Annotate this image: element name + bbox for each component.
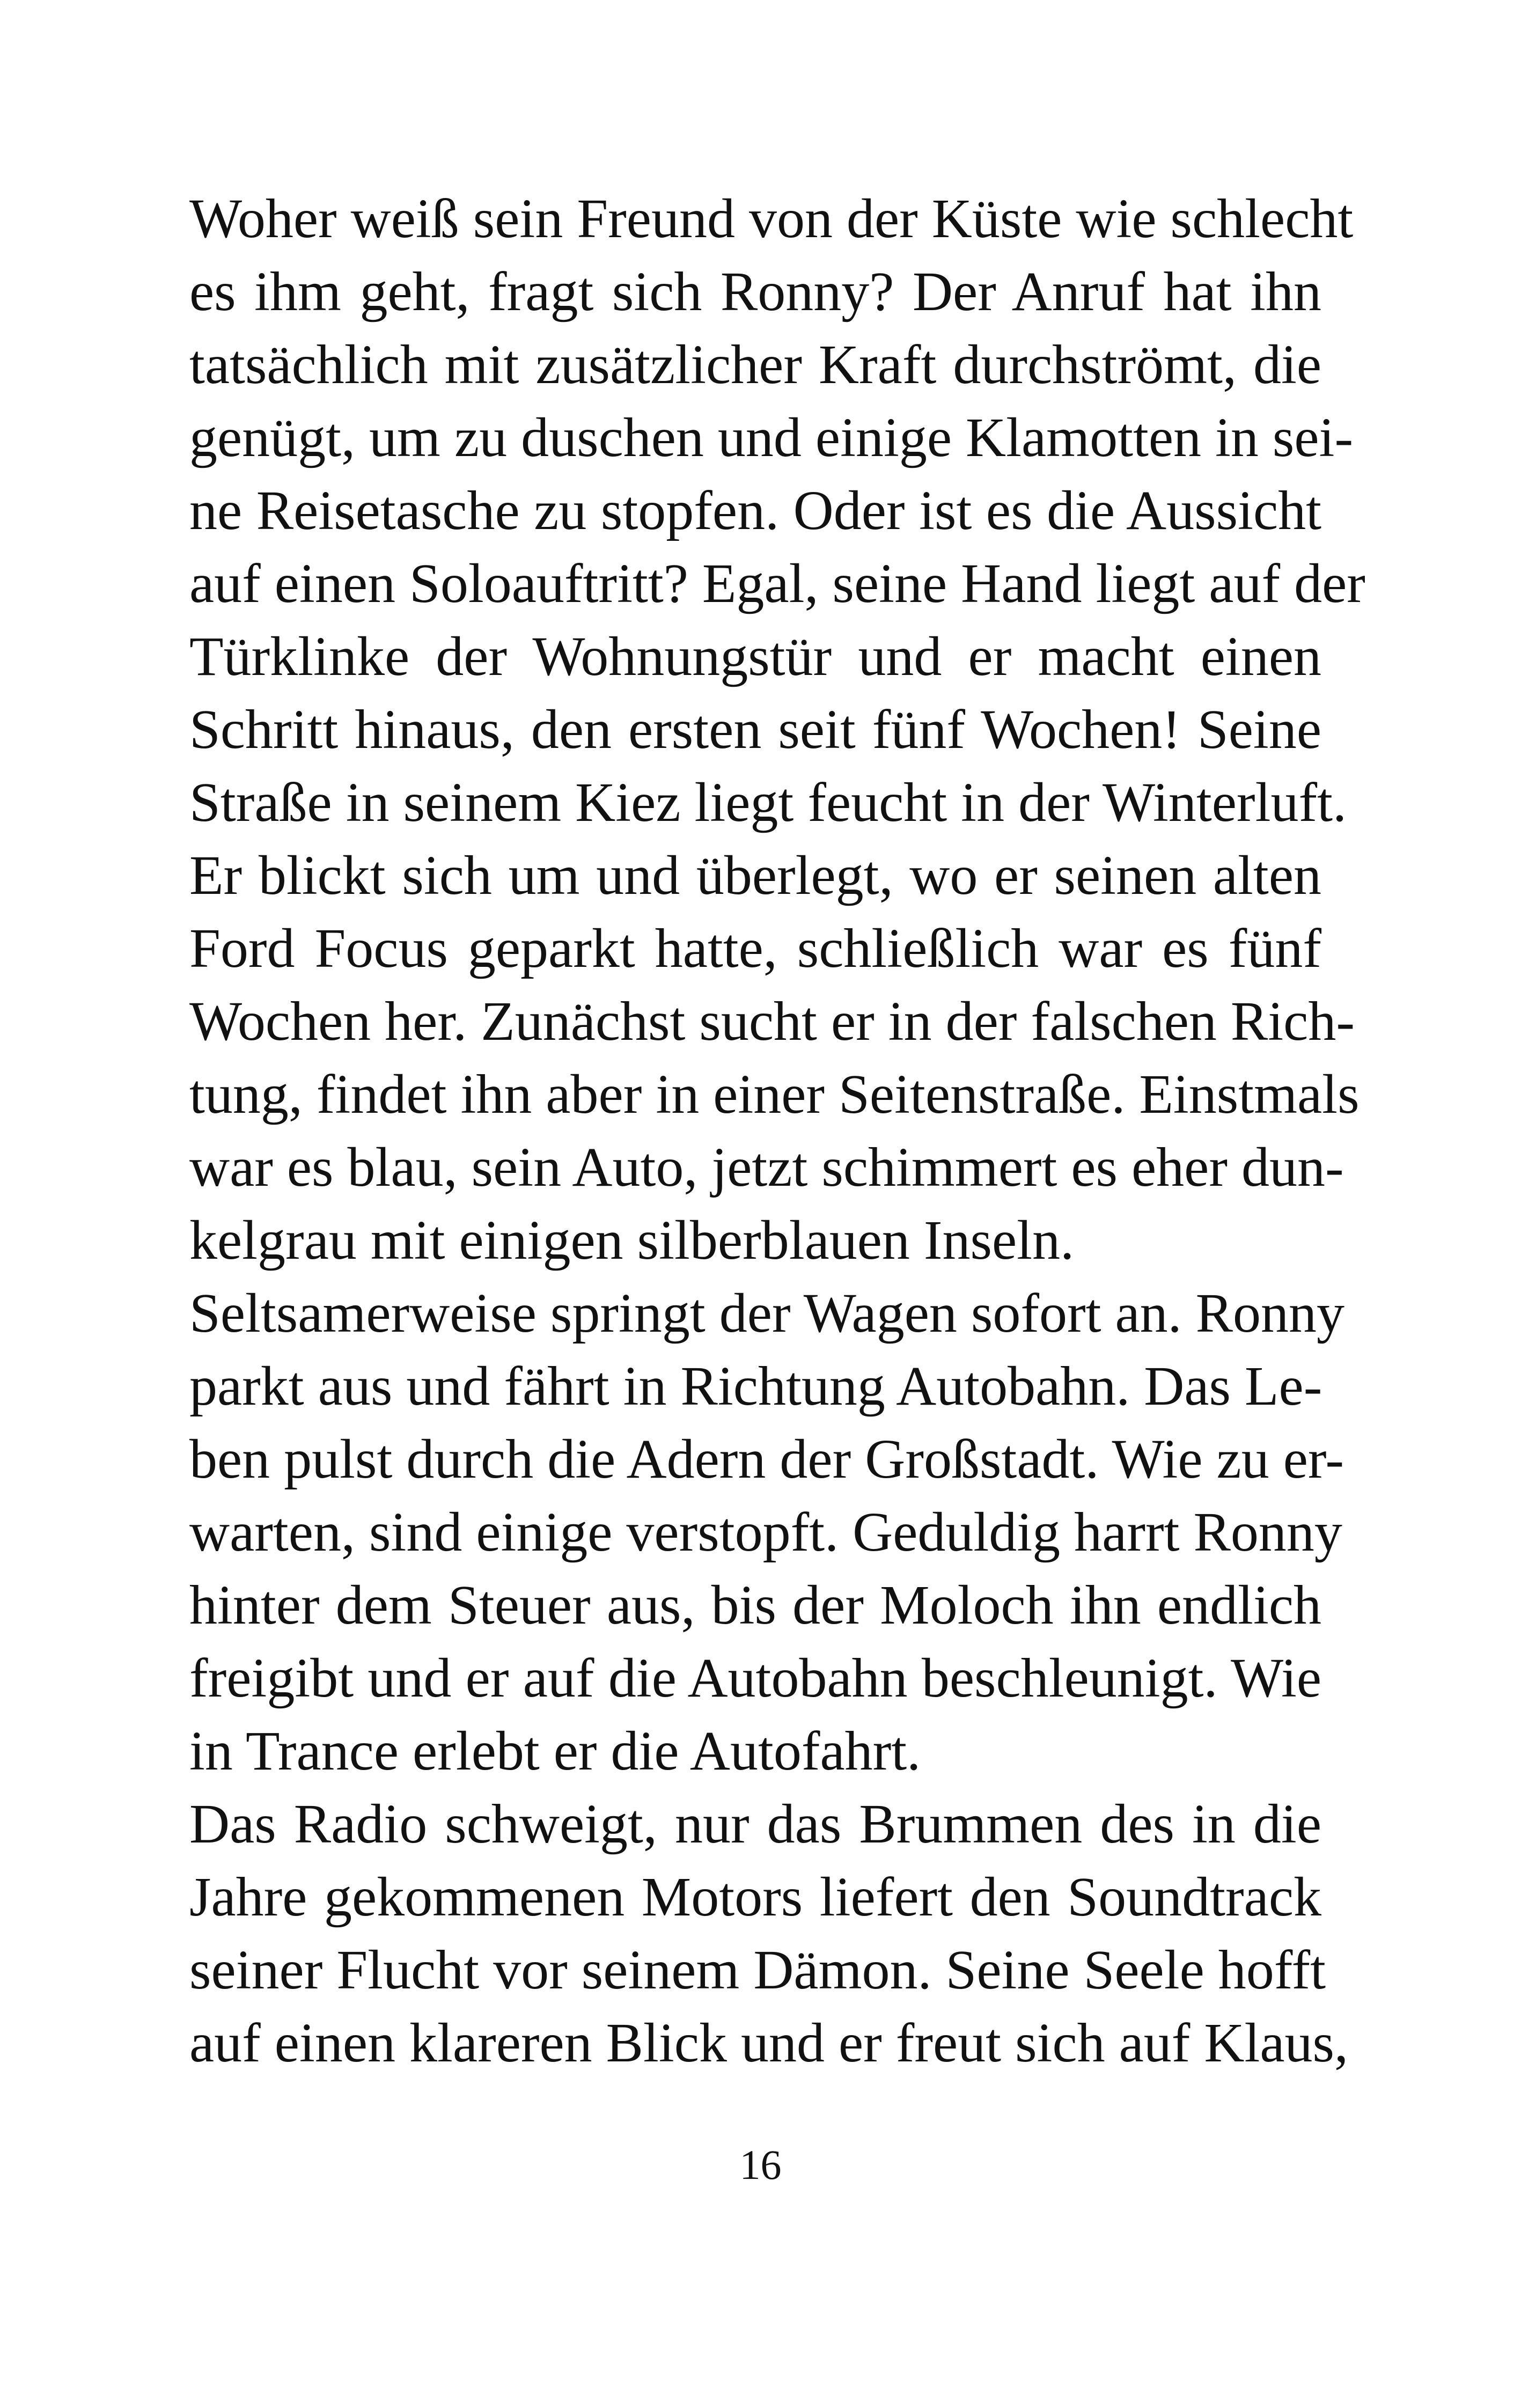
text-line: war es blau, sein Auto, jetzt schimmert es eher dun-	[189, 1136, 1344, 1198]
text-line: Straße in seinem Kiez liegt feucht in der Winterluft.	[189, 772, 1347, 833]
text-line: kelgrau mit einigen silberblauen Inseln.	[189, 1209, 1075, 1271]
text-line: in Trance erlebt er die Autofahrt.	[189, 1720, 921, 1782]
text-line: Ford Focus geparkt hatte, schließlich war es fünf	[189, 917, 1321, 979]
text-line: ne Reisetasche zu stopfen. Oder ist es die Aussicht	[189, 480, 1321, 541]
text-line: freigibt und er auf die Autobahn beschleunigt. Wie	[189, 1647, 1321, 1709]
text-line: Er blickt sich um und überlegt, wo er seinen alten	[189, 845, 1321, 906]
text-line: auf einen Soloauftritt? Egal, seine Hand liegt auf der	[189, 553, 1365, 614]
text-line: ben pulst durch die Adern der Großstadt. Wie zu er-	[189, 1428, 1344, 1490]
text-line: Wochen her. Zunächst sucht er in der falschen Rich-	[189, 990, 1355, 1052]
text-line: Das Radio schweigt, nur das Brummen des in die	[189, 1793, 1321, 1855]
text-line: es ihm geht, fragt sich Ronny? Der Anruf hat ihn	[189, 261, 1321, 322]
text-line: parkt aus und fährt in Richtung Autobahn. Das Le-	[189, 1355, 1322, 1417]
text-line: auf einen klareren Blick und er freut sich auf Klaus,	[189, 2012, 1349, 2074]
text-line: tung, findet ihn aber in einer Seitenstraße. Einstmals	[189, 1063, 1360, 1125]
text-line: warten, sind einige verstopft. Geduldig harrt Ronny	[189, 1501, 1342, 1563]
page-number: 16	[739, 2141, 782, 2188]
text-line: Türklinke der Wohnungstür und er macht einen	[189, 626, 1321, 687]
text-line: Jahre gekommenen Motors liefert den Soundtrack	[189, 1866, 1321, 1928]
text-line: Schritt hinaus, den ersten seit fünf Wochen! Seine	[189, 699, 1321, 760]
text-line: hinter dem Steuer aus, bis der Moloch ihn endlich	[189, 1574, 1321, 1636]
body-text	[189, 182, 1365, 2080]
text-line: seiner Flucht vor seinem Dämon. Seine Seele hofft	[189, 1939, 1326, 2001]
text-line: Woher weiß sein Freund von der Küste wie schlecht	[189, 188, 1354, 249]
text-line: genügt, um zu duschen und einige Klamotten in sei-	[189, 407, 1354, 468]
text-line: tatsächlich mit zusätzlicher Kraft durchströmt, die	[189, 334, 1321, 395]
text-line: Seltsamerweise springt der Wagen sofort an. Ronny	[189, 1282, 1345, 1344]
